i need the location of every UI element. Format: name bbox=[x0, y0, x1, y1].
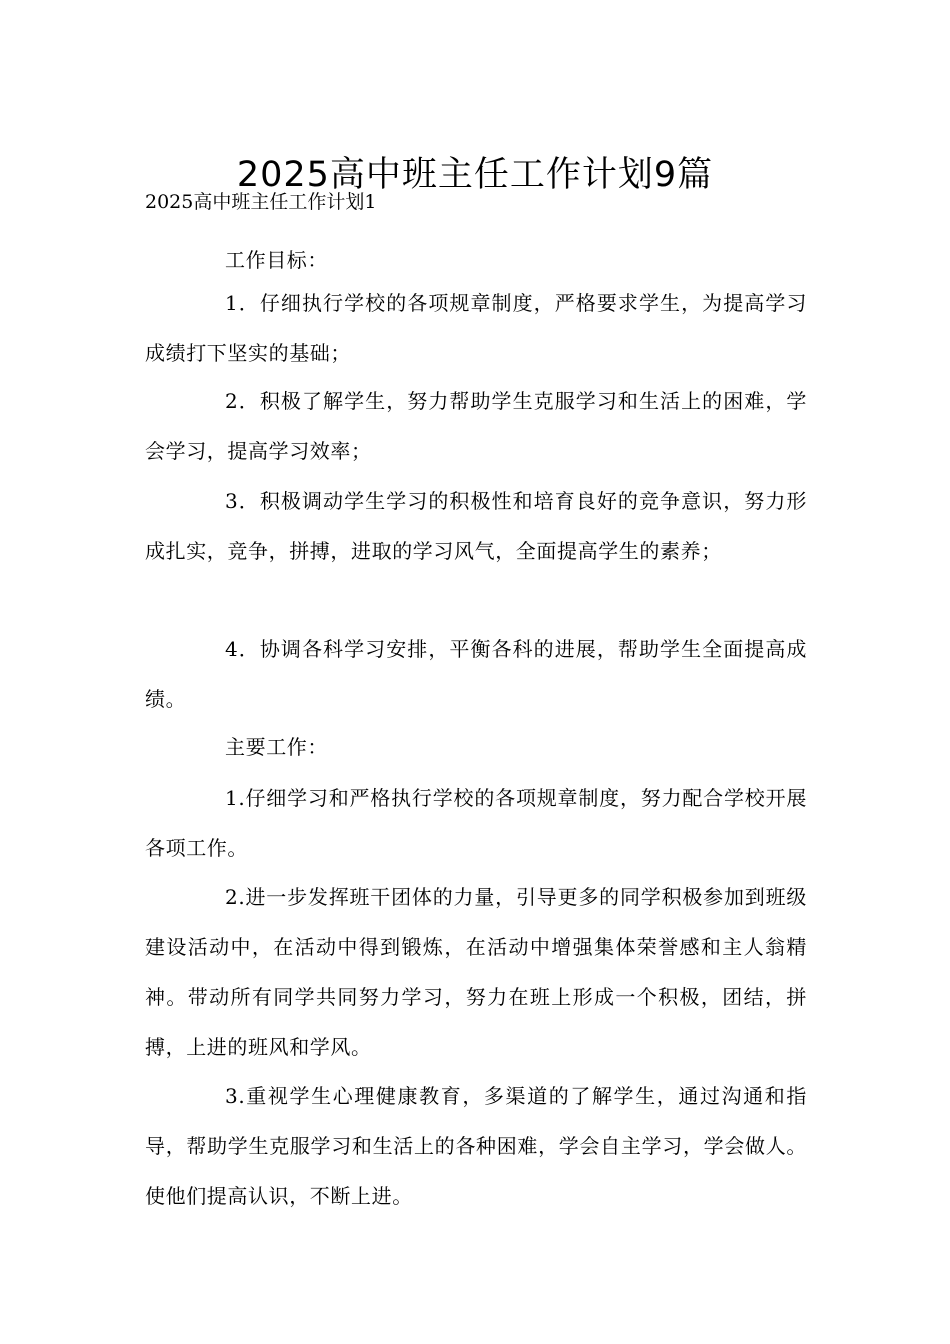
paragraph-work-3: 3.重视学生心理健康教育，多渠道的了解学生，通过沟通和指导，帮助学生克服学习和生活上的各种困难，学会自主学习，学会做人。使他们提高认识，不断上进。 bbox=[145, 1084, 807, 1208]
paragraph-goal-3: 3．积极调动学生学习的积极性和培育良好的竞争意识，努力形成扎实，竞争，拼搏，进取的学习风气，全面提高学生的素养； bbox=[145, 489, 807, 563]
paragraph-goal-4: 4．协调各科学习安排，平衡各科的进展，帮助学生全面提高成绩。 bbox=[145, 637, 807, 711]
paragraph-goal-1: 1．仔细执行学校的各项规章制度，严格要求学生，为提高学习成绩打下坚实的基础； bbox=[145, 291, 807, 365]
document-title: 2025高中班主任工作计划9篇 bbox=[236, 155, 714, 196]
paragraph-work-1: 1.仔细学习和严格执行学校的各项规章制度，努力配合学校开展各项工作。 bbox=[145, 786, 807, 860]
paragraph-work-2: 2.进一步发挥班干团体的力量，引导更多的同学积极参加到班级建设活动中，在活动中得到锻炼，在活动中增强集体荣誉感和主人翁精神。带动所有同学共同努力学习，努力在班上形成一个积极，团结，拼搏，上进的班风和学风。 bbox=[145, 885, 807, 1059]
paragraph-goal-2: 2．积极了解学生，努力帮助学生克服学习和生活上的困难，学会学习，提高学习效率； bbox=[145, 389, 807, 463]
paragraph-goals-heading: 工作目标： bbox=[225, 248, 328, 272]
paragraph-main-work-heading: 主要工作： bbox=[225, 735, 328, 759]
section-subtitle: 2025高中班主任工作计划1 bbox=[145, 191, 377, 213]
